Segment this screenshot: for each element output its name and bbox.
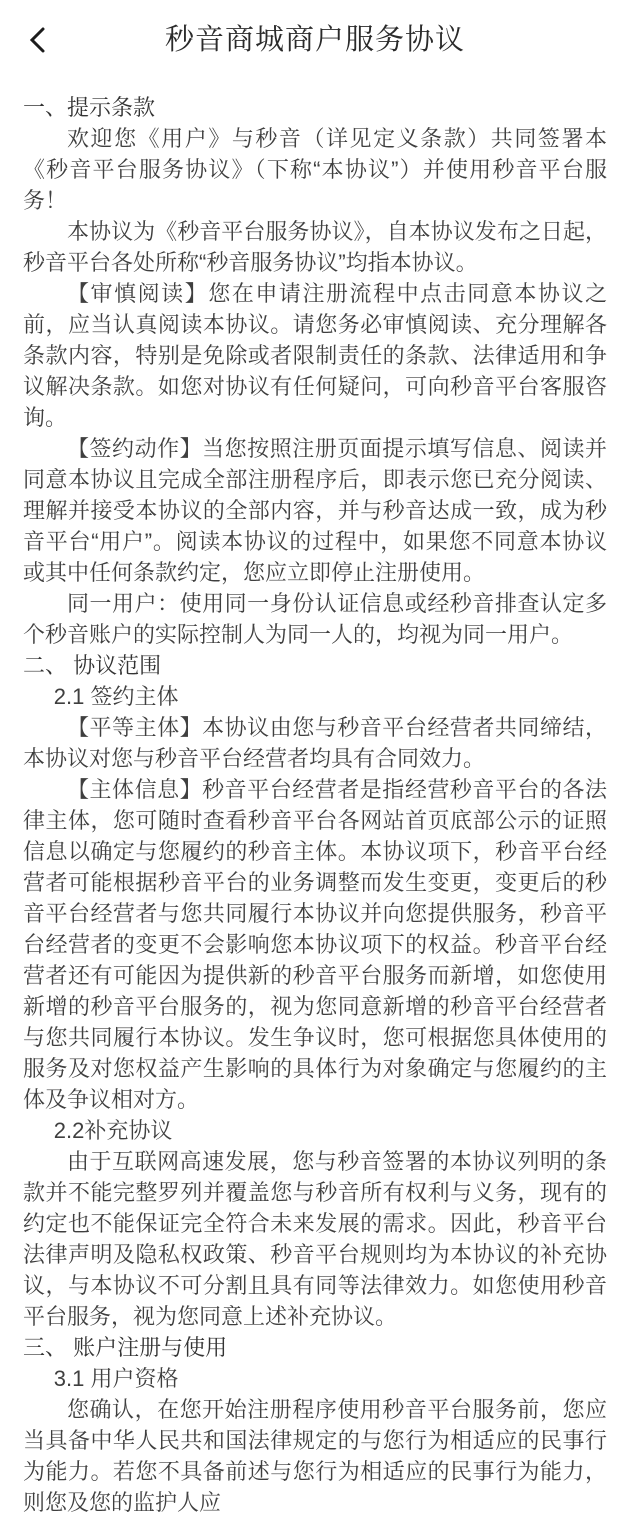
paragraph: 同一用户：使用同一身份认证信息或经秒音排查认定多个秒音账户的实际控制人为同一人的，均视为同一用户。 bbox=[23, 591, 607, 647]
back-button[interactable] bbox=[18, 20, 58, 60]
agreement-body bbox=[0, 92, 630, 1518]
sub-section-heading: 3.1 用户资格 bbox=[53, 1366, 179, 1391]
section-heading: 二、 协议范围 bbox=[23, 653, 162, 678]
paragraph: 【审慎阅读】您在申请注册流程中点击同意本协议之前，应当认真阅读本协议。请您务必审慎阅读、充分理解各条款内容，特别是免除或者限制责任的条款、法律适用和争议解决条款。如您对协议有任何疑问，可向秒音平台客服咨询。 bbox=[23, 281, 607, 430]
page-title: 秒音商城商户服务协议 bbox=[164, 24, 465, 56]
paragraph: 由于互联网高速发展，您与秒音签署的本协议列明的条款并不能完整罗列并覆盖您与秒音所有权利与义务，现有的约定也不能保证完全符合未来发展的需求。因此，秒音平台法律声明及隐私权政策、秒音平台规则均为本协议的补充协议，与本协议不可分割且具有同等法律效力。如您使用秒音平台服务，视为您同意上述补充协议。 bbox=[23, 1149, 607, 1329]
paragraph: 本协议为《秒音平台服务协议》，自本协议发布之日起，秒音平台各处所称“秒音服务协议”均指本协议。 bbox=[23, 219, 607, 275]
paragraph: 【平等主体】本协议由您与秒音平台经营者共同缔结，本协议对您与秒音平台经营者均具有合同效力。 bbox=[23, 715, 607, 771]
section-heading: 三、 账户注册与使用 bbox=[23, 1335, 228, 1360]
sub-section-heading: 2.1 签约主体 bbox=[53, 684, 179, 709]
paragraph: 欢迎您《用户》与秒音（详见定义条款）共同签署本《秒音平台服务协议》（下称“本协议”）并使用秒音平台服务！ bbox=[23, 126, 607, 213]
chevron-left-icon bbox=[25, 25, 51, 55]
section-heading: 一、提示条款 bbox=[23, 95, 156, 120]
paragraph: 【主体信息】秒音平台经营者是指经营秒音平台的各法律主体，您可随时查看秒音平台各网站首页底部公示的证照信息以确定与您履约的秒音主体。本协议项下，秒音平台经营者可能根据秒音平台的业务调整而发生变更，变更后的秒音平台经营者与您共同履行本协议并向您提供服务，秒音平台经营者的变更不会影响您本协议项下的权益。秒音平台经营者还有可能因为提供新的秒音平台服务而新增，如您使用新增的秒音平台服务的，视为您同意新增的秒音平台经营者与您共同履行本协议。发生争议时，您可根据您具体使用的服务及对您权益产生影响的具体行为对象确定与您履约的主体及争议相对方。 bbox=[23, 777, 607, 1112]
sub-section-heading: 2.2补充协议 bbox=[53, 1118, 173, 1143]
nav-header bbox=[0, 0, 630, 58]
paragraph: 您确认，在您开始注册程序使用秒音平台服务前，您应当具备中华人民共和国法律规定的与您行为相适应的民事行为能力。若您不具备前述与您行为相适应的民事行为能力，则您及您的监护人应 bbox=[23, 1397, 607, 1515]
paragraph: 【签约动作】当您按照注册页面提示填写信息、阅读并同意本协议且完成全部注册程序后，即表示您已充分阅读、理解并接受本协议的全部内容，并与秒音达成一致，成为秒音平台“用户”。阅读本协议的过程中，如果您不同意本协议或其中任何条款约定，您应立即停止注册使用。 bbox=[23, 436, 607, 585]
